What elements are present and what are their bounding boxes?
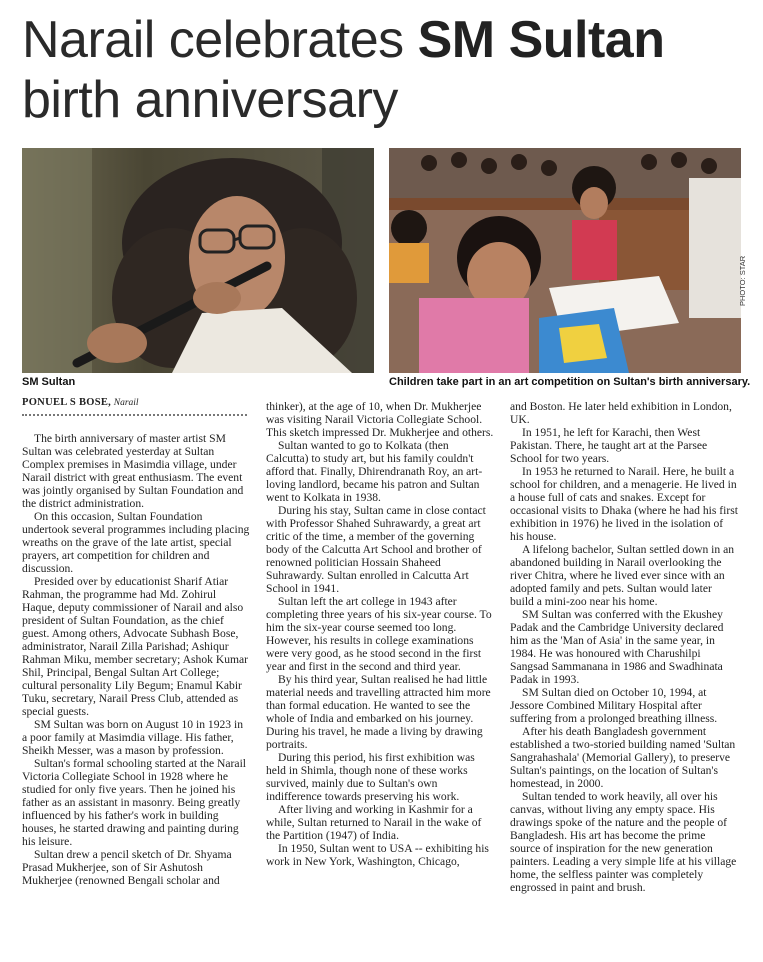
children-art-photo (389, 148, 741, 373)
paragraph: By his third year, Sultan realised he had little material needs and travelling attracted him more than formal education. He wanted to see the whole of India and embarked on his journey. During his travel, he made a living by drawing portraits. (266, 673, 491, 751)
article-column-1 (22, 432, 250, 887)
photo-caption-left: SM Sultan (22, 376, 76, 388)
paragraph: Sultan's formal schooling started at the Narail Victoria Collegiate School in 1928 where he studied for only five years. Then he joined his father as an assistant in masonry. Being greatly influenced by his father's work in building houses, he started drawing and painting during his leisure. (22, 757, 247, 848)
photo-caption-right: Children take part in an art competition on Sultan's birth anniversary. (389, 376, 751, 388)
paragraph: During this period, his first exhibition was held in Shimla, though none of these works survived, mainly due to Sultan's own indifference towards preserving his work. (266, 751, 475, 803)
paragraph: SM Sultan was born on August 10 in 1923 in a poor family at Masimdia village. His father, Sheikh Messer, was a mason by profession. (22, 718, 244, 757)
paragraph: After his death Bangladesh government established a two-storied building named 'Sultan Sangrahashala' (Memorial Gallery), to preserve Sultan's paintings, on the location of Sultan's homestead, in 2000. (510, 725, 736, 790)
paragraph: After living and working in Kashmir for a while, Sultan returned to Narail in the wake of the Partition (1947) of India. (266, 803, 482, 842)
article-column-2 (266, 400, 494, 868)
paragraph: Sultan left the art college in 1943 after completing three years of his six-year course. To him the six-year course seemed too long. However, his results in college examinations were very good, as he stood second in the first year and first in the second and third year. (266, 595, 492, 673)
headline-part-3: birth anniversary (22, 71, 398, 129)
paragraph: SM Sultan died on October 10, 1994, at Jessore Combined Military Hospital after suffering from a prolonged breathing illness. (510, 686, 718, 725)
byline (22, 397, 247, 416)
paragraph: In 1953 he returned to Narail. Here, he built a school for children, and a menagerie. He lived in a house full of cats and snakes. Except for occasional visits to Dhaka (where he had his first exhibition in 1976) he lived in the isolation of his house. (510, 465, 738, 543)
byline-author: PONUEL S BOSE, (22, 397, 112, 408)
paragraph: thinker), at the age of 10, when Dr. Mukherjee was visiting Narail Victoria Collegiate School. This sketch impressed Dr. Mukherjee and others. (266, 400, 494, 439)
paragraph: Presided over by educationist Sharif Atiar Rahman, the programme had Md. Zohirul Haque, deputy commissioner of Narail and also president of Sultan Foundation, as the chief guest. Among others, Advocate Subhash Bose, administrator, Narail Zilla Parishad; Ashiqur Rahman Miku, member secretary; Ashok Kumar Shil, Principal, Bengal Sultan Art College; cultural personality Lily Begum; Enamul Kabir Tuku, secretary, Narail Press Club, attended as special guests. (22, 575, 249, 718)
paragraph: On this occasion, Sultan Foundation undertook several programmes including placing wreaths on the grave of the late artist, special prayers, art competition for children and discussion. (22, 510, 250, 575)
headline-part-1: Narail celebrates (22, 11, 418, 69)
paragraph: Sultan tended to work heavily, all over his canvas, without living any empty space. His drawings spoke of the nature and the people of Bangladesh. His art has become the prime source of inspiration for the new generation painters. Leading a very simple life at his village home, the selfless painter was completely engrossed in paint and brush. (510, 790, 737, 894)
paragraph: and Boston. He later held exhibition in London, UK. (510, 400, 732, 426)
headline-part-2: SM Sultan (417, 11, 665, 69)
paragraph: A lifelong bachelor, Sultan settled down in an abandoned building in Narail overlooking the river Chitra, where he lived ever since with an adopted family and pets. Sultan would later build a mini-zoo near his home. (510, 543, 735, 608)
sultan-photo (22, 148, 374, 373)
paragraph: In 1951, he left for Karachi, then West Pakistan. There, he taught art at the Parsee School for two years. (510, 426, 708, 465)
paragraph: In 1950, Sultan went to USA -- exhibiting his work in New York, Washington, Chicago, (266, 842, 489, 868)
article-column-3 (510, 400, 738, 894)
photo-credit: PHOTO: STAR (738, 255, 747, 306)
paragraph: SM Sultan was conferred with the Ekushey Padak and the Cambridge University declared him as the 'Man of Asia' in the same year, in 1984. He was honoured with Charushilpi Sangsad Sammanana in 1986 and Swadhinata Padak in 1993. (510, 608, 724, 686)
paragraph: During his stay, Sultan came in close contact with Professor Shahed Suhrawardy, a great art critic of the time, a member of the governing body of the Calcutta Art School and brother of renowned politician Hossain Shaheed Suhrawardy. Sultan enrolled in Calcutta Art School in 1941. (266, 504, 486, 595)
paragraph: Sultan wanted to go to Kolkata (then Calcutta) to study art, but his family couldn't afford that. Finally, Dhirendranath Roy, an art-loving landlord, became his patron and Sultan went to Kolkata in 1938. (266, 439, 483, 504)
headline (22, 10, 752, 130)
paragraph: The birth anniversary of master artist SM Sultan was celebrated yesterday at Sultan Complex premises in Masimdia village, under Narail district with great enthusiasm. The event was jointly organised by Sultan Foundation and the district administration. (22, 432, 244, 510)
paragraph: Sultan drew a pencil sketch of Dr. Shyama Prasad Mukherjee, son of Sir Ashutosh Mukherjee (renowned Bengali scholar and (22, 848, 232, 887)
byline-place: Narail (113, 398, 139, 408)
